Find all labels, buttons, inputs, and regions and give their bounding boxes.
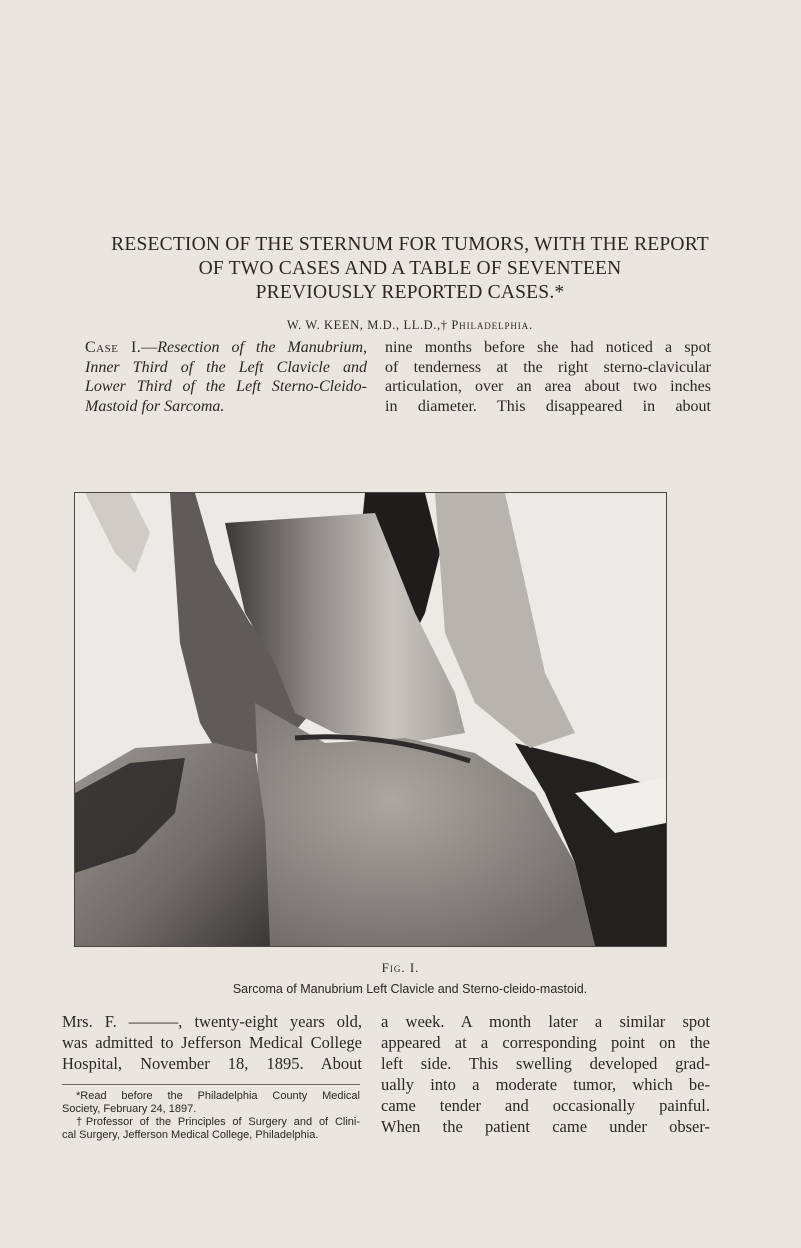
case-label: Case I. [85, 339, 142, 356]
patient-neck-photo [75, 493, 666, 946]
figure-photograph [74, 492, 667, 947]
footnote-line: Society, February 24, 1897. [62, 1103, 197, 1115]
text-line: of tenderness at the right sterno-clavicular [385, 358, 711, 376]
footnotes [62, 1090, 360, 1142]
article-title [70, 233, 750, 305]
figure-label: Fig. I. [381, 960, 420, 975]
text-line: appeared at a corresponding point on the [381, 1033, 710, 1052]
case-title-part: Resection of the Manubrium, [157, 339, 367, 356]
text-line: in diameter. This disappeared in about [385, 398, 711, 416]
footnote-rule [62, 1084, 360, 1085]
text-line: Hospital, November 18, 1895. About [62, 1054, 362, 1073]
author-name: W. W. KEEN, M.D., LL.D.,† [286, 318, 448, 332]
text-line: When the patient came under obser- [381, 1117, 710, 1136]
case-heading [85, 338, 367, 417]
body-right-paragraph [381, 1011, 710, 1137]
case-dash: — [141, 339, 158, 356]
footnote-line: *Read before the Philadelphia County Medical [76, 1090, 360, 1102]
title-line: RESECTION OF THE STERNUM FOR TUMORS, WITH THE REPORT [111, 234, 709, 255]
text-line: was admitted to Jefferson Medical College [62, 1033, 362, 1052]
footnote-line: cal Surgery, Jefferson Medical College, Philadelphia. [62, 1129, 319, 1141]
text-line: articulation, over an area about two inches [385, 378, 711, 396]
case-heading-line: Inner Third of the Left Clavicle and [85, 358, 367, 376]
figure-caption: Sarcoma of Manubrium Left Clavicle and Sterno-cleido-mastoid. [232, 982, 588, 996]
author-line [60, 318, 760, 333]
text-line: nine months before she had noticed a spot [385, 339, 711, 356]
title-line: OF TWO CASES AND A TABLE OF SEVENTEEN [198, 258, 622, 279]
body-left-paragraph [62, 1011, 362, 1074]
text-line: came tender and occasionally painful. [381, 1096, 710, 1115]
text-line: a week. A month later a similar spot [381, 1012, 710, 1031]
title-line: PREVIOUSLY REPORTED CASES.* [255, 282, 565, 303]
case-heading-line: Lower Third of the Left Sterno-Cleido- [85, 378, 367, 396]
text-line: left side. This swelling developed grad- [381, 1054, 710, 1073]
text-line: Mrs. F. ———, twenty-eight years old, [62, 1012, 362, 1031]
footnote-line: †Professor of the Principles of Surgery and of Clini- [76, 1116, 360, 1128]
author-affiliation: Philadelphia. [451, 318, 534, 332]
top-right-paragraph [385, 338, 711, 417]
case-heading-line: Mastoid for Sarcoma. [85, 398, 225, 416]
text-line: ually into a moderate tumor, which be- [381, 1075, 710, 1094]
case-heading-line [85, 338, 367, 358]
